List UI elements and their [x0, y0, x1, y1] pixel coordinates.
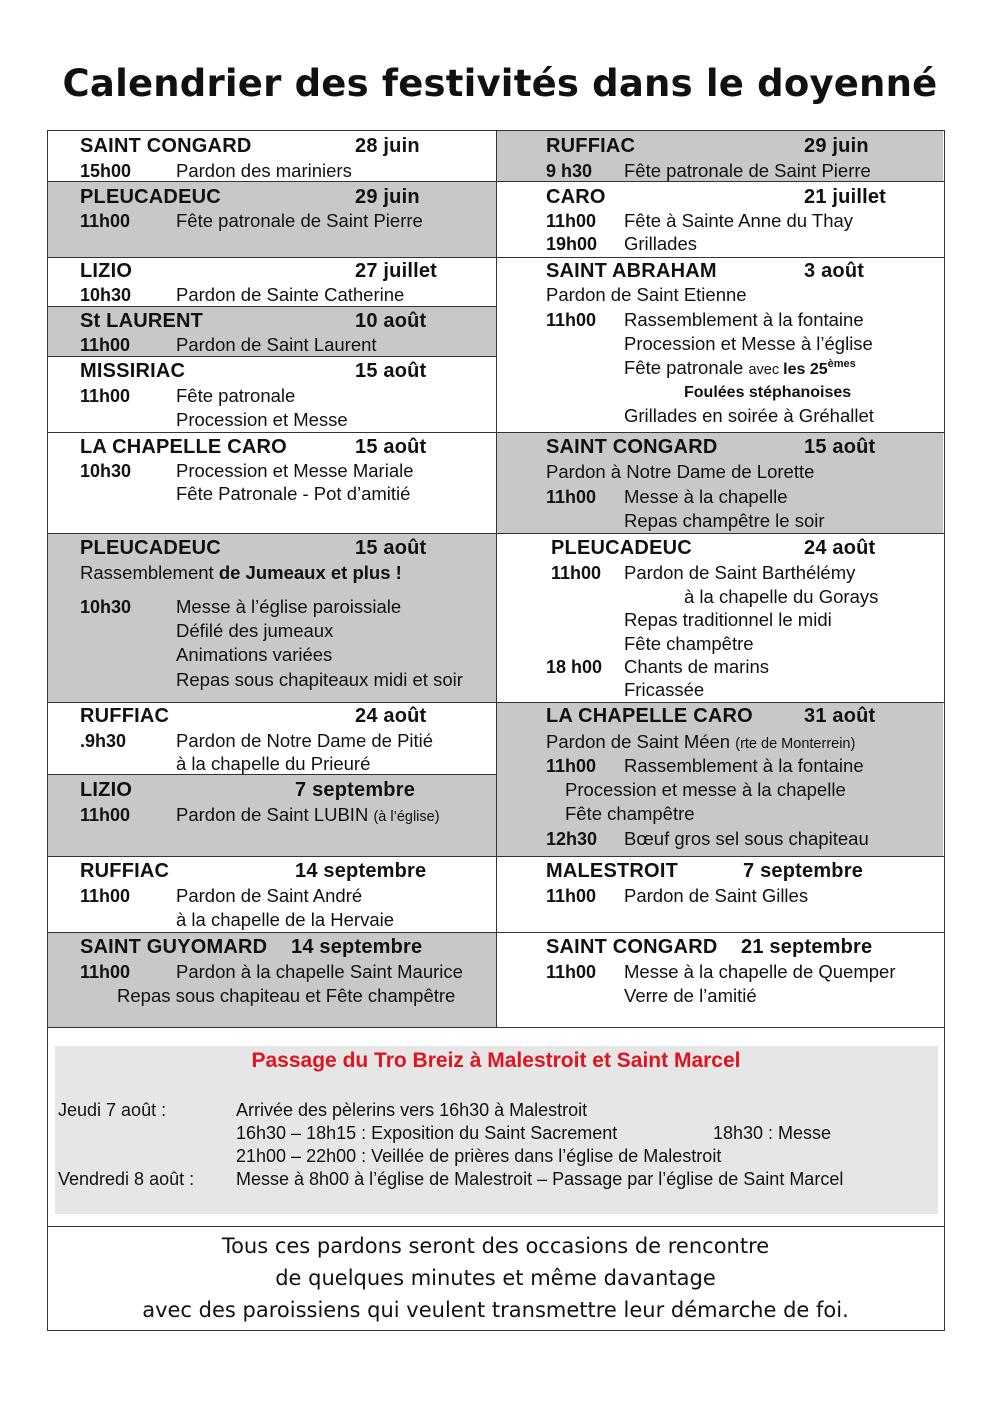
event-desc: Repas sous chapiteau et Fête champêtre: [117, 985, 456, 1006]
event-desc: [624, 357, 856, 382]
event-intro-text: Rassemblement: [80, 562, 219, 583]
tro-breiz-line: 16h30 – 18h15 : Exposition du Saint Sacrement: [236, 1123, 618, 1143]
row-divider: [48, 533, 944, 534]
event-desc-small: avec: [748, 362, 784, 378]
event-desc: Pardon de Notre Dame de Pitié: [176, 730, 434, 751]
event-date: 15 août: [355, 360, 427, 382]
event-place: LIZIO: [80, 260, 133, 282]
event-place: RUFFIAC: [80, 705, 170, 727]
event-desc: Défilé des jumeaux: [176, 620, 334, 641]
row-divider: [48, 432, 944, 433]
event-intro-bold: de Jumeaux et plus !: [218, 562, 402, 583]
event-desc: Fête patronale de Saint Pierre: [624, 160, 871, 181]
event-time: 18 h00: [546, 657, 603, 677]
event-date: 24 août: [804, 537, 876, 559]
event-desc: à la chapelle du Prieuré: [176, 753, 371, 774]
event-date: 15 août: [355, 537, 427, 559]
event-place: SAINT CONGARD: [80, 135, 252, 157]
closing-line: avec des paroissiens qui veulent transmettre leur démarche de foi.: [142, 1298, 849, 1322]
tro-breiz-line: Arrivée des pèlerins vers 16h30 à Malestroit: [236, 1100, 588, 1120]
event-time: 11h00: [80, 211, 131, 231]
page-title: Calendrier des festivités dans le doyenné: [62, 62, 938, 105]
event-desc: Pardon de Saint André: [176, 885, 363, 906]
event-time: 11h00: [551, 563, 602, 583]
event-time: 11h00: [546, 886, 597, 906]
event-time: 10h30: [80, 461, 132, 481]
event-desc: Repas sous chapiteaux midi et soir: [176, 669, 463, 690]
event-place: CARO: [546, 186, 606, 208]
event-date: 21 septembre: [741, 936, 873, 958]
event-date: 14 septembre: [295, 860, 427, 882]
row-divider: [48, 257, 944, 258]
event-intro-text: Pardon de Saint Méen: [546, 731, 736, 752]
event-date: 31 août: [804, 705, 876, 727]
event-desc: Fête patronale: [176, 385, 296, 406]
event-date: 10 août: [355, 310, 427, 332]
event-intro-note: (rte de Monterrein): [735, 736, 856, 752]
event-place: MISSIRIAC: [80, 360, 186, 382]
event-time: 11h00: [80, 886, 131, 906]
event-desc: Procession et Messe: [176, 409, 348, 430]
event-intro: Pardon à Notre Dame de Lorette: [546, 461, 815, 482]
event-place: SAINT CONGARD: [546, 936, 718, 958]
event-date: 7 septembre: [743, 860, 864, 882]
event-intro: [546, 731, 855, 755]
event-time: 11h00: [546, 310, 597, 330]
event-desc: Rassemblement à la fontaine: [624, 309, 864, 330]
event-time: 12h30: [546, 829, 598, 849]
event-place: RUFFIAC: [546, 135, 636, 157]
event-date: 27 juillet: [355, 260, 438, 282]
closing-line: Tous ces pardons seront des occasions de rencontre: [221, 1234, 770, 1258]
event-time: 11h00: [80, 805, 131, 825]
row-divider: [48, 356, 496, 357]
event-desc: Messe à l’église paroissiale: [176, 596, 402, 617]
event-time: 9 h30: [546, 161, 593, 181]
event-time: 11h00: [80, 386, 131, 406]
event-desc: Fête champêtre: [624, 633, 754, 654]
event-place: PLEUCADEUC: [80, 186, 221, 208]
event-desc: Fricassée: [624, 679, 705, 700]
event-date: 24 août: [355, 705, 427, 727]
row-divider: [48, 702, 944, 703]
event-place: St LAURENT: [80, 310, 204, 332]
event-desc: Repas traditionnel le midi: [624, 609, 832, 630]
row-divider: [48, 932, 944, 933]
event-place: LIZIO: [80, 779, 133, 801]
event-desc: Pardon à la chapelle Saint Maurice: [176, 961, 463, 982]
event-desc: Procession et messe à la chapelle: [565, 779, 846, 800]
event-date: 7 septembre: [295, 779, 416, 801]
event-time: 11h00: [546, 487, 597, 507]
event-place: SAINT CONGARD: [546, 436, 718, 458]
event-desc: Pardon de Saint Barthélémy: [624, 562, 856, 583]
event-date: 3 août: [804, 260, 865, 282]
row-divider: [48, 306, 496, 307]
event-intro: [80, 562, 402, 584]
event-desc: Procession et Messe Mariale: [176, 460, 414, 481]
event-desc: Pardon de Sainte Catherine: [176, 284, 405, 305]
event-date: 29 juin: [804, 135, 869, 157]
event-desc-bold: les 25: [783, 361, 828, 378]
event-desc-text: Pardon de Saint LUBIN: [176, 804, 374, 825]
event-desc: Grillades en soirée à Gréhallet: [624, 405, 874, 426]
event-desc: Bœuf gros sel sous chapiteau: [624, 828, 869, 849]
event-desc: Rassemblement à la fontaine: [624, 755, 864, 776]
event-time: 11h00: [546, 211, 597, 231]
event-desc: Pardon des mariniers: [176, 160, 352, 181]
event-desc: Fête champêtre: [565, 803, 695, 824]
tro-breiz-line: 21h00 – 22h00 : Veillée de prières dans l’église de Malestroit: [236, 1146, 722, 1166]
event-time: 15h00: [80, 161, 132, 181]
event-time: 19h00: [546, 234, 598, 254]
closing-line: de quelques minutes et même davantage: [275, 1266, 716, 1290]
event-date: 28 juin: [355, 135, 420, 157]
column-divider: [496, 131, 497, 1027]
event-desc: Pardon de Saint Laurent: [176, 334, 377, 355]
event-desc: à la chapelle de la Hervaie: [176, 909, 395, 930]
event-desc: Pardon de Saint Gilles: [624, 885, 809, 906]
tro-breiz-heading: Passage du Tro Breiz à Malestroit et Saint Marcel: [251, 1049, 741, 1072]
event-time: 11h00: [80, 962, 131, 982]
tro-breiz-day: Jeudi 7 août :: [58, 1100, 167, 1120]
event-desc: Verre de l’amitié: [624, 985, 757, 1006]
event-time: 11h00: [546, 756, 597, 776]
tro-breiz-line: 18h30 : Messe: [713, 1123, 832, 1143]
event-desc: Fête patronale de Saint Pierre: [176, 210, 423, 231]
event-place: PLEUCADEUC: [551, 537, 692, 559]
row-divider: [48, 1027, 944, 1028]
event-desc-text: Fête patronale: [624, 357, 749, 378]
event-place: MALESTROIT: [546, 860, 678, 882]
row-divider: [48, 1226, 944, 1227]
event-desc: à la chapelle du Gorays: [684, 586, 879, 607]
event-time: 10h30: [80, 597, 132, 617]
event-place: SAINT GUYOMARD: [80, 936, 268, 958]
event-desc: Chants de marins: [624, 656, 769, 677]
event-desc: Animations variées: [176, 644, 333, 665]
event-place: LA CHAPELLE CARO: [546, 705, 753, 727]
event-desc: Fête à Sainte Anne du Thay: [624, 210, 854, 231]
event-desc: Repas champêtre le soir: [624, 510, 825, 531]
event-desc: Grillades: [624, 233, 697, 254]
event-place: SAINT ABRAHAM: [546, 260, 717, 282]
event-place: LA CHAPELLE CARO: [80, 436, 287, 458]
tro-breiz-line: Messe à 8h00 à l’église de Malestroit – Passage par l’église de Saint Marcel: [236, 1169, 844, 1189]
event-desc: Procession et Messe à l’église: [624, 333, 873, 354]
event-desc: Messe à la chapelle de Quemper: [624, 961, 896, 982]
event-time: 10h30: [80, 285, 132, 305]
tro-breiz-day: Vendredi 8 août :: [58, 1169, 195, 1189]
event-date: 15 août: [804, 436, 876, 458]
event-desc: Foulées stéphanoises: [684, 384, 852, 401]
event-desc-note: (à l’église): [373, 809, 440, 825]
event-intro: Pardon de Saint Etienne: [546, 284, 747, 305]
event-date: 14 septembre: [291, 936, 423, 958]
event-date: 21 juillet: [804, 186, 887, 208]
event-time: 11h00: [80, 335, 131, 355]
event-desc: Messe à la chapelle: [624, 486, 788, 507]
row-divider: [48, 856, 944, 857]
event-date: 29 juin: [355, 186, 420, 208]
event-desc: Fête Patronale - Pot d’amitié: [176, 483, 411, 504]
event-place: PLEUCADEUC: [80, 537, 221, 559]
event-desc-sup: èmes: [827, 358, 856, 370]
event-time: .9h30: [80, 731, 127, 751]
event-date: 15 août: [355, 436, 427, 458]
event-desc: [176, 804, 440, 828]
event-time: 11h00: [546, 962, 597, 982]
event-place: RUFFIAC: [80, 860, 170, 882]
